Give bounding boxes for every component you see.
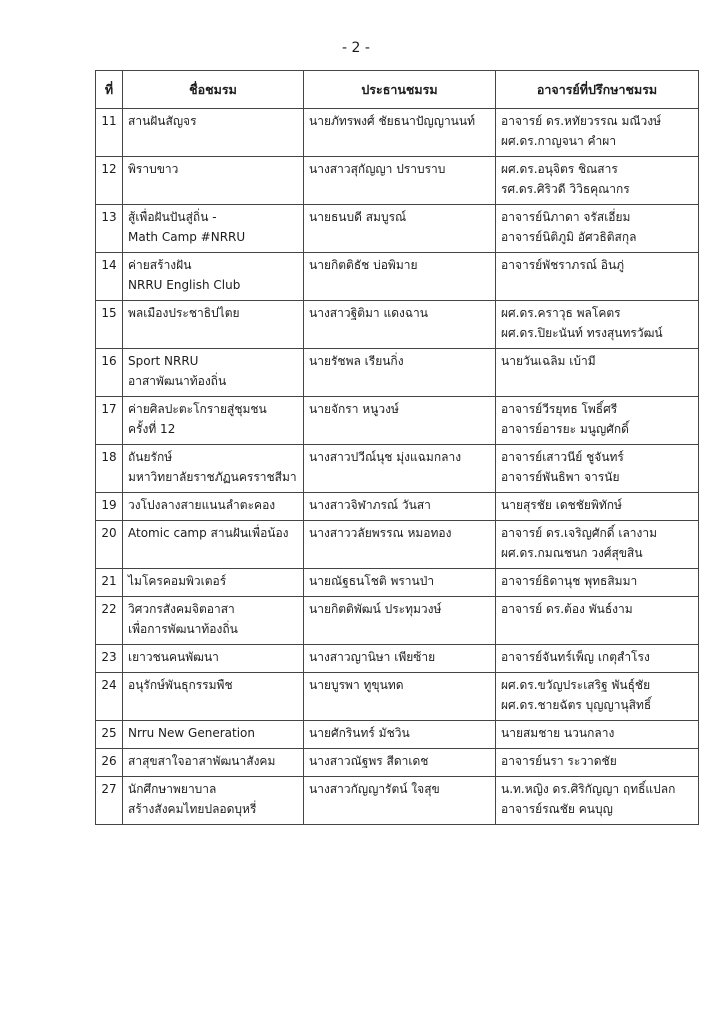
club-president: นายกิตติธัช บ่อพิมาย xyxy=(304,253,496,301)
club-name-line: วิศวกรสังคมจิตอาสา xyxy=(128,602,235,616)
club-name xyxy=(123,749,304,777)
header-club: ชื่อชมรม xyxy=(123,71,304,109)
club-name xyxy=(123,445,304,493)
row-number: 22 xyxy=(96,597,123,645)
table-row xyxy=(96,445,699,493)
club-name-line: พลเมืองประชาธิปไตย xyxy=(128,306,240,320)
club-president: นางสาวสุกัญญา ปราบราบ xyxy=(304,157,496,205)
table-header-row xyxy=(96,71,699,109)
club-president: นางสาวจิฬาภรณ์ วันสา xyxy=(304,493,496,521)
club-name xyxy=(123,493,304,521)
club-president: นางสาววลัยพรรณ หมอทอง xyxy=(304,521,496,569)
club-name-line: ถันยรักษ์ xyxy=(128,450,173,464)
club-advisors xyxy=(496,157,699,205)
club-name xyxy=(123,301,304,349)
club-name-line: สู้เพื่อฝันปันสู่ถิ่น - xyxy=(128,210,217,224)
club-name xyxy=(123,349,304,397)
club-president: นางสาวณัฐพร สีดาเดช xyxy=(304,749,496,777)
club-name xyxy=(123,673,304,721)
club-name-line: พิราบขาว xyxy=(128,162,179,176)
club-president: นายณัฐธนโชติ พรานป่า xyxy=(304,569,496,597)
row-number: 20 xyxy=(96,521,123,569)
advisor-name: ผศ.ดร.คราวุธ พลโคตร xyxy=(501,306,621,320)
advisor-name: รศ.ดร.ศิริวดี วิวิธคุณากร xyxy=(501,182,630,196)
table-row xyxy=(96,645,699,673)
advisor-name: น.ท.หญิง ดร.ศิริกัญญา ฤทธิ์แปลก xyxy=(501,782,676,796)
club-name xyxy=(123,721,304,749)
club-advisors xyxy=(496,645,699,673)
advisor-name: นายวันเฉลิม เบ้ามี xyxy=(501,354,596,368)
row-number: 18 xyxy=(96,445,123,493)
advisor-name: นายสมชาย นวนกลาง xyxy=(501,726,615,740)
advisor-name: อาจารย์นิภาดา จรัสเอี่ยม xyxy=(501,210,631,224)
row-number: 13 xyxy=(96,205,123,253)
club-name-line: NRRU English Club xyxy=(128,278,241,292)
club-advisors xyxy=(496,445,699,493)
club-name xyxy=(123,777,304,825)
club-name-line: สานฝันสัญจร xyxy=(128,114,197,128)
header-president: ประธานชมรม xyxy=(304,71,496,109)
club-name xyxy=(123,521,304,569)
table-row xyxy=(96,157,699,205)
club-president: นายธนบดี สมบูรณ์ xyxy=(304,205,496,253)
advisor-name: ผศ.ดร.กาญจนา คำผา xyxy=(501,134,617,148)
table-row xyxy=(96,777,699,825)
club-president: นายบูรพา ทูขุนทด xyxy=(304,673,496,721)
club-name-line: เยาวชนคนพัฒนา xyxy=(128,650,219,664)
club-president: นางสาวญานิษา เพียซ้าย xyxy=(304,645,496,673)
club-name-line: สาสุขสาใจอาสาพัฒนาสังคม xyxy=(128,754,276,768)
table-row xyxy=(96,109,699,157)
club-advisors xyxy=(496,673,699,721)
table-row xyxy=(96,253,699,301)
club-advisors xyxy=(496,397,699,445)
club-president: นายศักรินทร์ มัชวิน xyxy=(304,721,496,749)
row-number: 26 xyxy=(96,749,123,777)
club-president: นางสาวกัญญารัตน์ ใจสุข xyxy=(304,777,496,825)
table-row xyxy=(96,569,699,597)
club-name-line: อนุรักษ์พันธุกรรมพืช xyxy=(128,678,233,692)
advisor-name: ผศ.ดร.อนุจิตร ชิณสาร xyxy=(501,162,618,176)
club-name-line: Atomic camp สานฝันเพื่อน้อง xyxy=(128,526,289,540)
club-advisors xyxy=(496,597,699,645)
club-name xyxy=(123,597,304,645)
club-table xyxy=(95,70,699,825)
row-number: 16 xyxy=(96,349,123,397)
club-name-line: ครั้งที่ 12 xyxy=(128,422,176,436)
advisor-name: อาจารย์รณชัย คนบุญ xyxy=(501,802,613,816)
club-name-line: ไมโครคอมพิวเตอร์ xyxy=(128,574,227,588)
advisor-name: นายสุรชัย เดชชัยพิทักษ์ xyxy=(501,498,622,512)
advisor-name: อาจารย์พัชราภรณ์ อินภู่ xyxy=(501,258,625,272)
club-president: นายภัทรพงศ์ ชัยธนาปัญญานนท์ xyxy=(304,109,496,157)
advisor-name: อาจารย์ ดร.ต้อง พันธ์งาม xyxy=(501,602,633,616)
table-row xyxy=(96,493,699,521)
club-name xyxy=(123,157,304,205)
club-name-line: ค่ายศิลปะตะโกรายสู่ชุมชน xyxy=(128,402,267,416)
club-advisors xyxy=(496,109,699,157)
club-president: นายจักรา หนูวงษ์ xyxy=(304,397,496,445)
club-advisors xyxy=(496,749,699,777)
club-advisors xyxy=(496,521,699,569)
club-president: นายกิตติพัฒน์ ประทุมวงษ์ xyxy=(304,597,496,645)
club-name-line: วงโปงลางสายแนนลำตะคอง xyxy=(128,498,276,512)
advisor-name: ผศ.ดร.ปิยะนันท์ ทรงสุนทรวัฒน์ xyxy=(501,326,663,340)
club-name-line: อาสาพัฒนาท้องถิ่น xyxy=(128,374,227,388)
header-no: ที่ xyxy=(96,71,123,109)
advisor-name: อาจารย์ธิดานุช พุทธสิมมา xyxy=(501,574,638,588)
club-name-line: มหาวิทยาลัยราชภัฏนครราชสีมา xyxy=(128,470,297,484)
row-number: 11 xyxy=(96,109,123,157)
club-name-line: ค่ายสร้างฝัน xyxy=(128,258,192,272)
club-name xyxy=(123,645,304,673)
club-name-line: Math Camp #NRRU xyxy=(128,230,246,244)
advisor-name: อาจารย์ ดร.เจริญศักดิ์ เลางาม xyxy=(501,526,658,540)
row-number: 23 xyxy=(96,645,123,673)
advisor-name: อาจารย์เสาวนีย์ ชูจันทร์ xyxy=(501,450,624,464)
row-number: 25 xyxy=(96,721,123,749)
table-row xyxy=(96,721,699,749)
advisor-name: ผศ.ดร.ชายฉัตร บุญญานุสิทธิ์ xyxy=(501,698,652,712)
club-name-line: Nrru New Generation xyxy=(128,726,255,740)
row-number: 24 xyxy=(96,673,123,721)
club-name-line: Sport NRRU xyxy=(128,354,199,368)
table-row xyxy=(96,349,699,397)
advisor-name: อาจารย์นิติภูมิ อัศวธิติสกุล xyxy=(501,230,637,244)
row-number: 14 xyxy=(96,253,123,301)
club-name-line: นักศึกษาพยาบาล xyxy=(128,782,217,796)
table-row xyxy=(96,301,699,349)
advisor-name: อาจารย์วีรยุทธ โพธิ์ศรี xyxy=(501,402,618,416)
club-president: นางสาวปวีณ์นุช มุ่งแฉมกลาง xyxy=(304,445,496,493)
row-number: 27 xyxy=(96,777,123,825)
club-advisors xyxy=(496,253,699,301)
club-president: นางสาวฐิติมา แดงฉาน xyxy=(304,301,496,349)
club-name xyxy=(123,253,304,301)
club-advisors xyxy=(496,777,699,825)
table-row xyxy=(96,749,699,777)
club-president: นายรัชพล เรียนกิ่ง xyxy=(304,349,496,397)
advisor-name: อาจารย์อารยะ มนูญศักดิ์ xyxy=(501,422,629,436)
row-number: 15 xyxy=(96,301,123,349)
club-name xyxy=(123,109,304,157)
club-name-line: สร้างสังคมไทยปลอดบุหรี่ xyxy=(128,802,257,816)
table-row xyxy=(96,673,699,721)
club-name xyxy=(123,569,304,597)
page-number: - 2 - xyxy=(342,40,370,56)
club-advisors xyxy=(496,493,699,521)
row-number: 17 xyxy=(96,397,123,445)
header-advisor: อาจารย์ที่ปรึกษาชมรม xyxy=(496,71,699,109)
club-name xyxy=(123,205,304,253)
row-number: 19 xyxy=(96,493,123,521)
advisor-name: อาจารย์ ดร.หทัยวรรณ มณีวงษ์ xyxy=(501,114,662,128)
club-advisors xyxy=(496,721,699,749)
club-advisors xyxy=(496,569,699,597)
table-row xyxy=(96,397,699,445)
club-name-line: เพื่อการพัฒนาท้องถิ่น xyxy=(128,622,238,636)
advisor-name: อาจารย์จันทร์เพ็ญ เกตุสำโรง xyxy=(501,650,650,664)
advisor-name: ผศ.ดร.กมณชนก วงศ์สุขสิน xyxy=(501,546,643,560)
advisor-name: ผศ.ดร.ขวัญประเสริฐ พันธุ์ชัย xyxy=(501,678,651,692)
advisor-name: อาจารย์พันธิพา จารนัย xyxy=(501,470,620,484)
table-row xyxy=(96,205,699,253)
club-name xyxy=(123,397,304,445)
table-row xyxy=(96,521,699,569)
row-number: 21 xyxy=(96,569,123,597)
club-advisors xyxy=(496,205,699,253)
club-advisors xyxy=(496,301,699,349)
table-row xyxy=(96,597,699,645)
row-number: 12 xyxy=(96,157,123,205)
club-advisors xyxy=(496,349,699,397)
advisor-name: อาจารย์นรา ระวาดชัย xyxy=(501,754,617,768)
